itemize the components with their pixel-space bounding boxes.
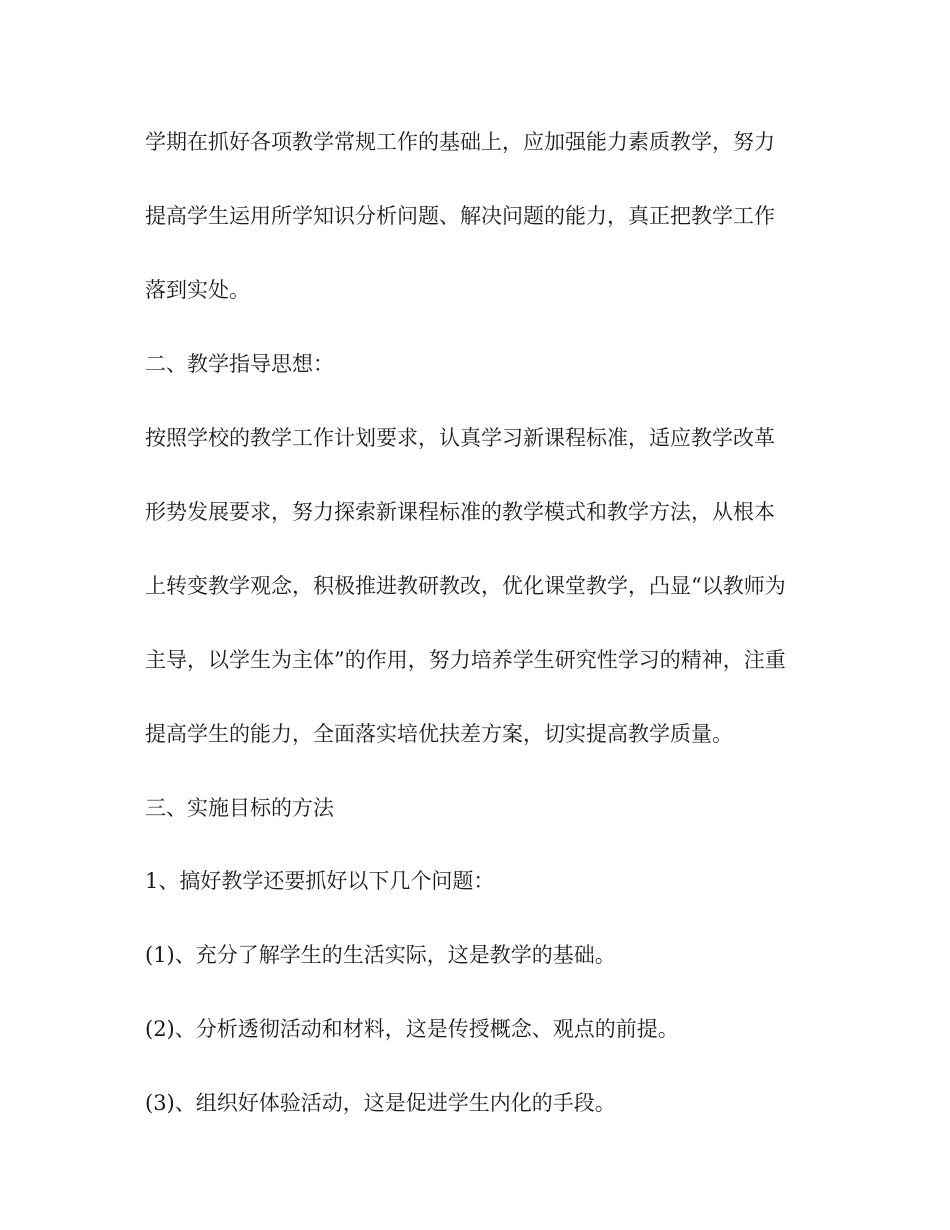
list-item: (1)、充分了解学生的生活实际，这是教学的基础。	[145, 943, 616, 967]
list-item: (3)、组织好体验活动，这是促进学生内化的手段。	[145, 1091, 616, 1115]
paragraph-line: 提高学生的能力，全面落实培优扶差方案，切实提高教学质量。	[145, 722, 733, 746]
paragraph-line: 主导，以学生为主体”的作用，努力培养学生研究性学习的精神，注重	[145, 648, 786, 672]
paragraph-line: 学期在抓好各项教学常规工作的基础上，应加强能力素质教学，努力	[145, 130, 775, 154]
section-heading: 三、实施目标的方法	[145, 796, 334, 820]
list-item: 1、搞好教学还要抓好以下几个问题：	[145, 869, 495, 893]
paragraph-line: 上转变教学观念，积极推进教研教改，优化课堂教学，凸显“以教师为	[145, 574, 786, 598]
paragraph-line: 按照学校的教学工作计划要求，认真学习新课程标准，适应教学改革	[145, 426, 775, 450]
paragraph-line: 提高学生运用所学知识分析问题、解决问题的能力，真正把教学工作	[145, 204, 775, 228]
list-item: (2)、分析透彻活动和材料，这是传授概念、观点的前提。	[145, 1017, 679, 1041]
section-heading: 二、教学指导思想：	[145, 352, 334, 376]
paragraph-line: 形势发展要求，努力探索新课程标准的教学模式和教学方法，从根本	[145, 500, 775, 524]
paragraph-line: 落到实处。	[145, 278, 250, 302]
